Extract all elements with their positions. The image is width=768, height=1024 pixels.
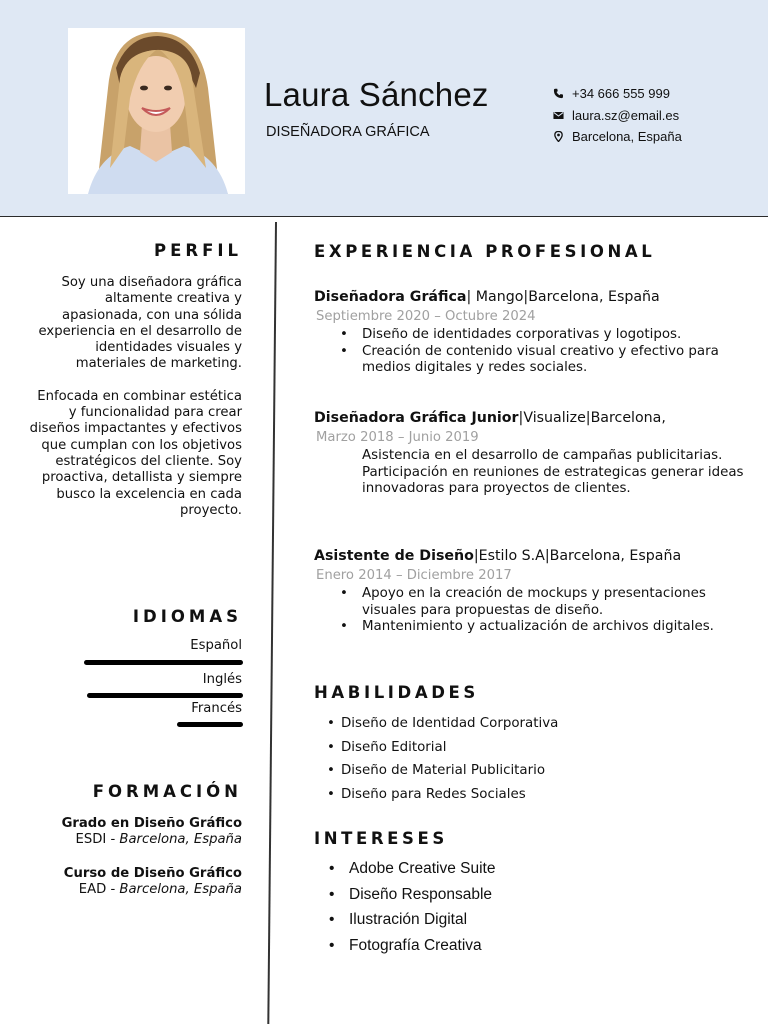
education-degree: Grado en Diseño Gráfico (61, 816, 242, 831)
education-school (79, 882, 242, 897)
profile-title: PERFIL (154, 241, 242, 260)
skill-item: • Diseño Editorial (341, 736, 558, 760)
job-entry (314, 410, 754, 508)
job-dates: Enero 2014 – Diciembre 2017 (316, 568, 512, 583)
job-details: |Estilo S.A|Barcelona, España (473, 548, 682, 564)
job-bullets (362, 327, 754, 377)
candidate-role: DISEÑADORA GRÁFICA (266, 124, 430, 140)
education-title: FORMACIÓN (92, 782, 242, 801)
portrait-image (68, 28, 245, 194)
school-place: Barcelona, España (119, 882, 242, 897)
contact-phone-text: +34 666 555 999 (572, 86, 670, 101)
skills-list (341, 712, 558, 806)
job-bullets (362, 586, 754, 636)
job-entry (314, 289, 754, 377)
mail-icon (553, 110, 564, 121)
job-heading (314, 410, 754, 426)
school-name: EAD - (78, 882, 120, 897)
education-school (76, 832, 242, 847)
job-details: | Mango|Barcelona, España (466, 289, 660, 305)
contact-email (553, 108, 679, 123)
job-details: |Visualize|Barcelona, (518, 410, 666, 426)
job-bullets (362, 448, 754, 508)
job-bullet: • Creación de contenido visual creativo y efectivo para medios digitales y redes sociales. (362, 344, 754, 377)
language-label: Inglés (202, 672, 242, 687)
profile-paragraph: Enfocada en combinar estética y funcionalidad para crear diseños impactantes y efectivos que cumplan con los objetivos estratégicos del cliente. Soy proactiva, detallista y siempre busco la excelencia en cada proyecto. (29, 388, 242, 518)
education-degree: Curso de Diseño Gráfico (63, 866, 242, 881)
profile-paragraph: Soy una diseñadora gráfica altamente creativa y apasionada, con una sólida experiencia en el desarrollo de identidades visuales y materiales de marketing. (38, 275, 242, 372)
school-name: ESDI - (75, 832, 120, 847)
profile-text (27, 275, 242, 535)
skill-item: • Diseño de Material Publicitario (341, 759, 558, 783)
job-position: Diseñadora Gráfica (314, 289, 467, 305)
job-bullet: • Diseño de identidades corporativas y logotipos. (362, 327, 754, 344)
contact-location (553, 129, 682, 144)
job-bullet: • Asistencia en el desarrollo de campañas publicitarias. (362, 448, 754, 465)
interest-item: • Fotografía Creativa (349, 933, 495, 959)
profile-photo (68, 28, 245, 194)
job-heading (314, 289, 754, 305)
school-place: Barcelona, España (119, 832, 242, 847)
language-level-bar (84, 660, 243, 665)
interests-title: INTERESES (314, 829, 448, 848)
candidate-name: Laura Sánchez (264, 76, 489, 113)
interests-list (349, 856, 495, 958)
job-position: Diseñadora Gráfica Junior (314, 410, 519, 426)
language-level-bar (87, 693, 243, 698)
skill-item: • Diseño de Identidad Corporativa (341, 712, 558, 736)
job-entry (314, 548, 754, 636)
job-bullet: • Apoyo en la creación de mockups y presentaciones visuales para propuestas de diseño. (362, 586, 754, 619)
contact-location-text: Barcelona, España (572, 129, 682, 144)
languages-title: IDIOMAS (132, 607, 242, 626)
job-dates: Marzo 2018 – Junio 2019 (316, 430, 479, 445)
contact-phone (553, 86, 670, 101)
skill-item: • Diseño para Redes Sociales (341, 783, 558, 807)
phone-icon (553, 88, 564, 99)
header-banner (0, 0, 768, 217)
location-pin-icon (553, 131, 564, 142)
job-heading (314, 548, 754, 564)
interest-item: • Adobe Creative Suite (349, 856, 495, 882)
job-position: Asistente de Diseño (314, 548, 474, 564)
interest-item: • Diseño Responsable (349, 882, 495, 908)
job-bullet: • Participación en reuniones de estrategicas generar ideas innovadoras para proyectos de clientes. (362, 465, 754, 498)
job-bullet: • Mantenimiento y actualización de archivos digitales. (362, 619, 754, 636)
column-divider (267, 222, 277, 1024)
contact-email-text: laura.sz@email.es (572, 108, 680, 123)
language-label: Español (190, 638, 242, 653)
skills-title: HABILIDADES (314, 683, 479, 702)
language-label: Francés (191, 701, 242, 716)
language-level-bar (177, 722, 243, 727)
interest-item: • Ilustración Digital (349, 907, 495, 933)
experience-title: EXPERIENCIA PROFESIONAL (314, 242, 656, 261)
job-dates: Septiembre 2020 – Octubre 2024 (316, 309, 536, 324)
